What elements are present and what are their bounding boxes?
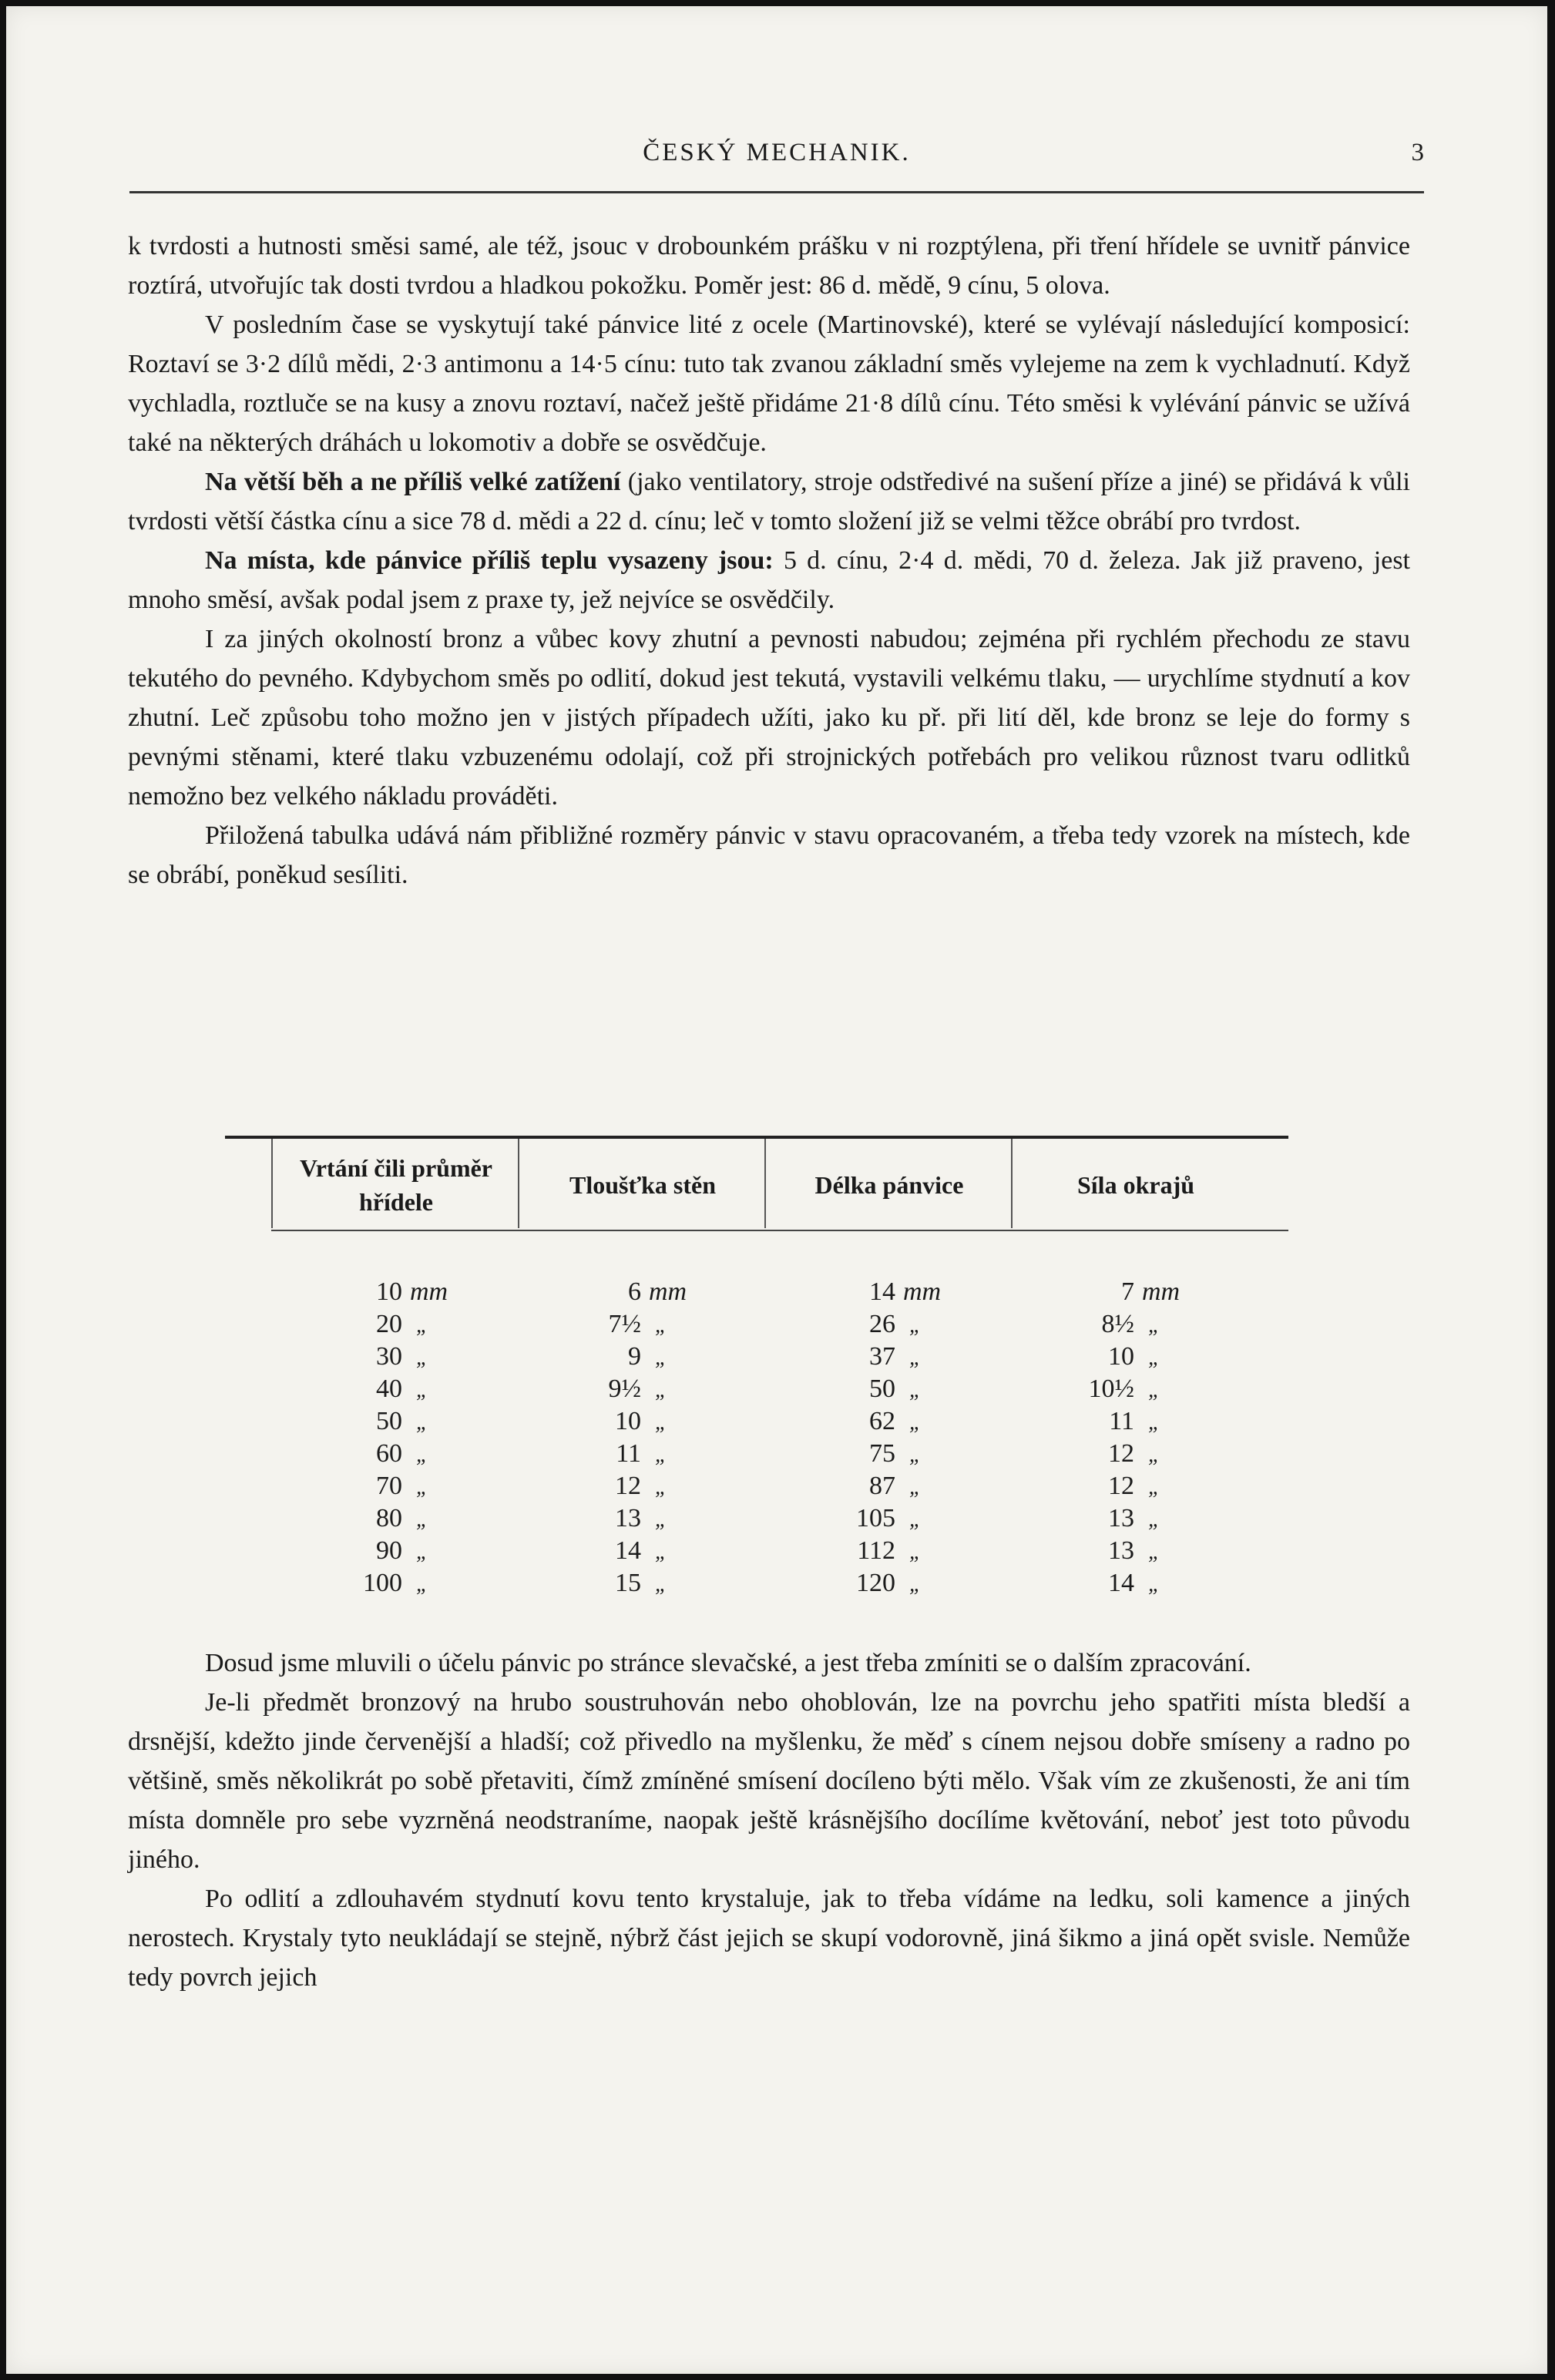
cell-value: 70 — [376, 1472, 402, 1500]
table-cell — [587, 1470, 667, 1504]
table-row — [225, 1276, 1288, 1308]
cell-value: 14 — [615, 1536, 641, 1565]
table-row — [225, 1341, 1288, 1373]
ditto-mark: „ — [909, 1378, 922, 1402]
cell-value: 7 — [1121, 1277, 1134, 1306]
ditto-mark: „ — [1148, 1314, 1160, 1338]
cell-value: 75 — [869, 1439, 895, 1468]
cell-value: 80 — [376, 1504, 402, 1532]
ditto-mark: „ — [655, 1314, 667, 1338]
table-cell — [841, 1276, 941, 1308]
journal-title: ČESKÝ MECHANIK. — [643, 139, 911, 166]
cell-value: 26 — [869, 1310, 895, 1338]
ditto-mark: „ — [909, 1475, 922, 1499]
column-separator — [271, 1139, 273, 1228]
table-cell — [348, 1470, 428, 1504]
cell-value: 50 — [869, 1375, 895, 1403]
table-cell — [348, 1438, 428, 1472]
table-header-rim: Síla okrajů — [1076, 1171, 1195, 1199]
ditto-mark: „ — [655, 1573, 667, 1596]
ditto-mark: „ — [1148, 1540, 1160, 1564]
column-separator — [1011, 1139, 1013, 1228]
table-row — [225, 1438, 1288, 1470]
table-cell — [1080, 1405, 1160, 1439]
column-separator — [764, 1139, 766, 1228]
ditto-mark: „ — [1148, 1573, 1160, 1596]
cell-value: 87 — [869, 1472, 895, 1500]
table-row — [225, 1502, 1288, 1535]
paragraph: Je-li předmět bronzový na hrubo soustruhován nebo ohoblován, lze na povrchu jeho spatřiti místa bledší a drsnější, kdežto jinde červenější a hladší; což přivedlo na myšlenku, že měď s cínem nejsou dobře smíseny a radno po většině, směs několikrát po sobě přetaviti, čímž zmíněné smísení docíleno býti mělo. Však vím ze zkušenosti, že ani tím místa domněle pro sebe vyzrněná neodstraníme, naopak ještě krásnějšího docílíme květování, neboť jest toto původu jiného. — [128, 1688, 1410, 1874]
table-cell — [1080, 1341, 1160, 1375]
table-row — [225, 1308, 1288, 1341]
ditto-mark: „ — [909, 1314, 922, 1338]
table-cell — [348, 1405, 428, 1439]
paragraph-rest: (jako ventilatory, stroje odstředivé na sušení příze a jiné) se přidává k vůli tvrdosti větší částka cínu a sice 78 d. mědi a 22 d. cínu; leč v tomto složení již se velmi těžce obrábí pro tvrdost. — [128, 468, 1410, 535]
cell-value: 120 — [856, 1569, 895, 1597]
cell-value: 10 — [615, 1407, 641, 1435]
cell-value: 100 — [363, 1569, 402, 1597]
cell-value: 60 — [376, 1439, 402, 1468]
cell-value: 105 — [856, 1504, 895, 1532]
unit-label: mm — [410, 1277, 448, 1306]
table-cell — [348, 1502, 428, 1536]
table-cell — [348, 1308, 428, 1342]
ditto-mark: „ — [655, 1540, 667, 1564]
table-cell — [587, 1535, 667, 1569]
table-cell — [587, 1502, 667, 1536]
cell-value: 8½ — [1101, 1310, 1134, 1338]
cell-value: 20 — [376, 1310, 402, 1338]
cell-value: 12 — [1108, 1439, 1134, 1468]
cell-value: 6 — [628, 1277, 641, 1306]
table-cell — [841, 1567, 922, 1601]
paragraph — [128, 462, 1410, 541]
table-cell — [348, 1567, 428, 1601]
unit-label: mm — [649, 1277, 687, 1306]
document-page — [6, 6, 1547, 2374]
ditto-mark: „ — [655, 1443, 667, 1467]
ditto-mark: „ — [909, 1540, 922, 1564]
bold-heading: Na místa, kde pánvice příliš teplu vysazeny jsou: — [205, 546, 774, 575]
unit-label: mm — [903, 1277, 942, 1306]
cell-value: 90 — [376, 1536, 402, 1565]
table-cell — [348, 1276, 448, 1308]
paragraph: k tvrdosti a hutnosti směsi samé, ale též, jsouc v drobounkém prášku v ni rozptýlena, při tření hřídele se uvnitř pánvice roztírá, utvořujíc tak dosti tvrdou a hladkou pokožku. Poměr jest: 86 d. mědě, 9 cínu, 5 olova. — [128, 232, 1410, 300]
cell-value: 14 — [1108, 1569, 1134, 1597]
cell-value: 112 — [857, 1536, 895, 1565]
table-cell — [1080, 1502, 1160, 1536]
running-header — [129, 139, 1424, 176]
table-row — [225, 1470, 1288, 1502]
table-cell — [841, 1502, 922, 1536]
cell-value: 14 — [869, 1277, 895, 1306]
table-top-rule — [225, 1136, 1288, 1139]
ditto-mark: „ — [416, 1508, 428, 1532]
ditto-mark: „ — [416, 1378, 428, 1402]
ditto-mark: „ — [655, 1378, 667, 1402]
ditto-mark: „ — [1148, 1411, 1160, 1435]
ditto-mark: „ — [1148, 1475, 1160, 1499]
table-cell — [348, 1341, 428, 1375]
table-cell — [587, 1567, 667, 1601]
ditto-mark: „ — [909, 1508, 922, 1532]
paragraph: V posledním čase se vyskytují také pánvice lité z ocele (Martinovské), které se vylévají následující komposicí: Roztaví se 3·2 dílů mědi, 2·3 antimonu a 14·5 cínu: tuto tak zvanou základní směs vylejeme na zem k vychladnutí. Když vychladla, roztluče se na kusy a znovu roztaví, načež ještě přidáme 21·8 dílů cínu. Této směsi k vylévání pánvic se užívá také na některých dráhách u lokomotiv a dobře se osvědčuje. — [128, 311, 1410, 457]
paragraph: I za jiných okolností bronz a vůbec kovy zhutní a pevnosti nabudou; zejména při rychlém přechodu ze stavu tekutého do pevného. Kdybychom směs po odlití, dokud jest tekutá, vystavili velkému tlaku, — urychlíme stydnutí a kov zhutní. Leč způsobu toho možno jen v jistých případech užíti, jako ku př. při lití děl, kde bronz se leje do formy s pevnými stěnami, které tlaku vzbuzenému odolají, což při strojnických potřebách pro velikou různost tvaru odlitků nemožno bez velkého nákladu prováděti. — [128, 625, 1410, 811]
table-row — [225, 1405, 1288, 1438]
table-cell — [1080, 1535, 1160, 1569]
table-cell — [1080, 1276, 1180, 1308]
table-cell — [841, 1535, 922, 1569]
header-rule — [129, 191, 1424, 193]
paragraph — [128, 541, 1410, 619]
table-row — [225, 1535, 1288, 1567]
cell-value: 30 — [376, 1342, 402, 1371]
cell-value: 12 — [1108, 1472, 1134, 1500]
ditto-mark: „ — [655, 1508, 667, 1532]
table-cell — [587, 1276, 687, 1308]
table-cell — [1080, 1567, 1160, 1601]
cell-value: 13 — [615, 1504, 641, 1532]
table-cell — [841, 1341, 922, 1375]
cell-value: 62 — [869, 1407, 895, 1435]
table-cell — [841, 1373, 922, 1407]
paragraph-rest: 5 d. cínu, 2·4 d. mědi, 70 d. železa. Jak již praveno, jest mnoho směsí, avšak podal jsem z praxe ty, jež nejvíce se osvědčily. — [128, 546, 1410, 614]
ditto-mark: „ — [655, 1411, 667, 1435]
table-cell — [587, 1308, 667, 1342]
bold-heading: Na větší běh a ne příliš velké zatížení — [205, 468, 621, 496]
ditto-mark: „ — [655, 1475, 667, 1499]
cell-value: 9½ — [608, 1375, 641, 1403]
paragraph: Přiložená tabulka udává nám přibližné rozměry pánvic v stavu opracovaném, a třeba tedy vzorek na místech, kde se obrábí, poněkud sesíliti. — [128, 821, 1410, 889]
table-cell — [841, 1405, 922, 1439]
ditto-mark: „ — [909, 1346, 922, 1370]
ditto-mark: „ — [1148, 1508, 1160, 1532]
table-cell — [587, 1438, 667, 1472]
table-cell — [841, 1470, 922, 1504]
cell-value: 7½ — [608, 1310, 641, 1338]
cell-value: 10½ — [1088, 1375, 1134, 1403]
table-header-bore: Vrtání čili průměr hřídele — [299, 1154, 492, 1216]
column-separator — [518, 1139, 519, 1228]
table-header-thickness: Tloušťka stěn — [569, 1171, 717, 1199]
table-cell — [1080, 1308, 1160, 1342]
ditto-mark: „ — [909, 1573, 922, 1596]
table-cell — [841, 1438, 922, 1472]
table-cell — [1080, 1438, 1160, 1472]
cell-value: 15 — [615, 1569, 641, 1597]
ditto-mark: „ — [416, 1540, 428, 1564]
body-text-top — [128, 227, 1410, 895]
table-row — [225, 1567, 1288, 1600]
table-cell — [587, 1373, 667, 1407]
cell-value: 11 — [1109, 1407, 1134, 1435]
table-cell — [587, 1405, 667, 1439]
table-cell — [1080, 1470, 1160, 1504]
paragraph: Dosud jsme mluvili o účelu pánvic po stránce slevačské, a jest třeba zmíniti se o dalším zpracování. — [205, 1649, 1251, 1677]
cell-value: 12 — [615, 1472, 641, 1500]
ditto-mark: „ — [416, 1573, 428, 1596]
ditto-mark: „ — [416, 1346, 428, 1370]
ditto-mark: „ — [416, 1475, 428, 1499]
cell-value: 50 — [376, 1407, 402, 1435]
ditto-mark: „ — [1148, 1443, 1160, 1467]
table-header-rule — [271, 1230, 1288, 1231]
ditto-mark: „ — [416, 1443, 428, 1467]
body-text-bottom — [128, 1643, 1410, 1997]
cell-value: 11 — [616, 1439, 641, 1468]
cell-value: 10 — [376, 1277, 402, 1306]
unit-label: mm — [1142, 1277, 1181, 1306]
ditto-mark: „ — [1148, 1346, 1160, 1370]
table-cell — [587, 1341, 667, 1375]
cell-value: 37 — [869, 1342, 895, 1371]
cell-value: 9 — [628, 1342, 641, 1371]
ditto-mark: „ — [416, 1411, 428, 1435]
table-cell — [348, 1535, 428, 1569]
ditto-mark: „ — [416, 1314, 428, 1338]
ditto-mark: „ — [1148, 1378, 1160, 1402]
table-header-length: Délka pánvice — [814, 1171, 964, 1199]
table-row — [225, 1373, 1288, 1405]
table-cell — [1080, 1373, 1160, 1407]
paragraph: Po odlití a zdlouhavém stydnutí kovu tento krystaluje, jak to třeba vídáme na ledku, soli kamence a jiných nerostech. Krystaly tyto neukládají se stejně, nýbrž část jejich se skupí vodorovně, jiná šikmo a jiná opět svisle. Nemůže tedy povrch jejich — [128, 1885, 1410, 1992]
ditto-mark: „ — [909, 1443, 922, 1467]
cell-value: 40 — [376, 1375, 402, 1403]
ditto-mark: „ — [655, 1346, 667, 1370]
cell-value: 13 — [1108, 1504, 1134, 1532]
cell-value: 10 — [1108, 1342, 1134, 1371]
table-cell — [841, 1308, 922, 1342]
table-cell — [348, 1373, 428, 1407]
ditto-mark: „ — [909, 1411, 922, 1435]
cell-value: 13 — [1108, 1536, 1134, 1565]
page-number: 3 — [1411, 139, 1424, 166]
